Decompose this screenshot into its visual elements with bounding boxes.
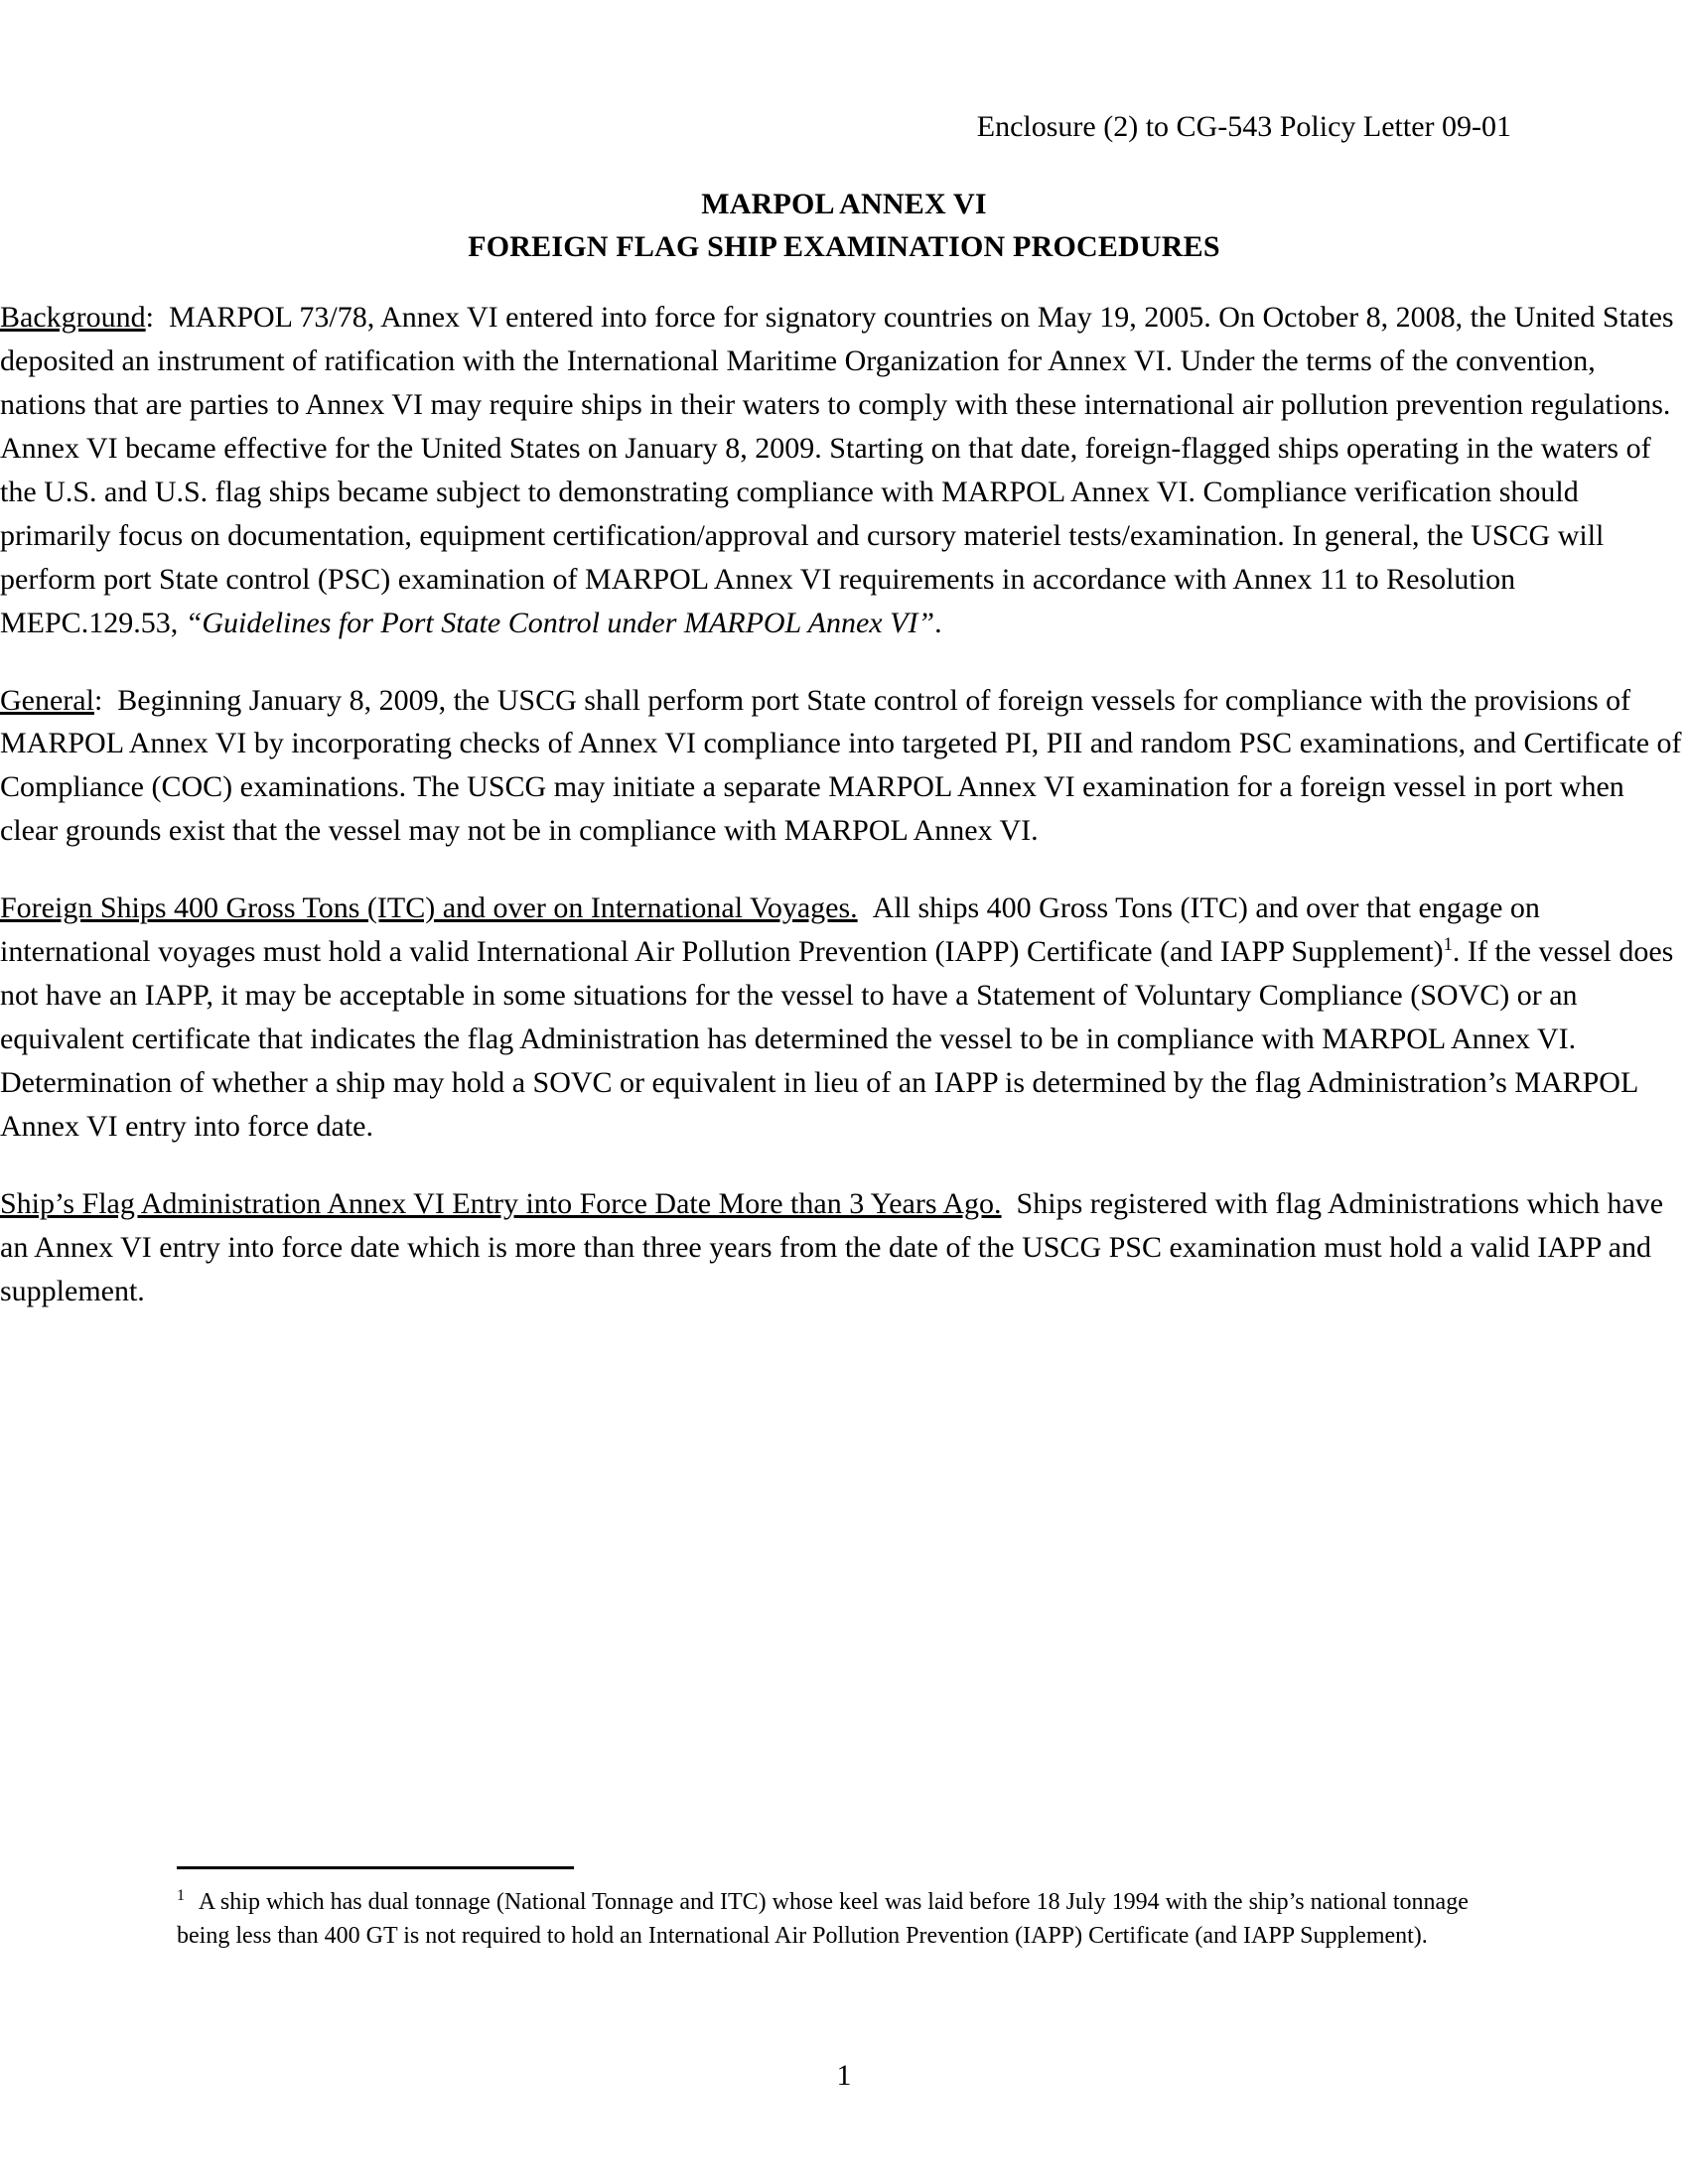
footnote-separator-rule [177,1866,574,1869]
page-number: 1 [836,2059,852,2092]
subsection-i-flag-administration [0,1182,1688,1313]
section-1-heading: Background [0,301,146,334]
subsection-i-heading: Ship’s Flag Administration Annex VI Entry into Force Date More than 3 Years Ago. [0,1186,1002,1220]
section-2-heading-suffix: : [93,683,103,717]
subsection-a-heading: Foreign Ships 400 Gross Tons (ITC) and over on International Voyages. [0,891,858,925]
subsection-a-body-after-ref: . If the vessel does not have an IAPP, it may be acceptable in some situations for the vessel to have a Statement of Voluntary Compliance (SOVC) or an equivalent certificate that indicates the flag Administration has determined the vessel to be in compliance with MARPOL Annex VI. Determination of whether a ship may hold a SOVC or equivalent in lieu of an IAPP is determined by the flag Administration’s MARPOL Annex VI entry into force date. [0,935,1674,1143]
subsection-a-body-before-ref: All ships 400 Gross Tons (ITC) and over that engage on international voyages must hold a valid International Air Pollution Prevention (IAPP) Certificate (and IAPP Supplement) [0,891,1540,969]
footnote-1-marker: 1 [177,1887,185,1904]
section-2-heading: General [0,683,94,717]
title-block [0,184,1688,268]
section-1-background [0,296,1688,645]
section-1-body: MARPOL 73/78, Annex VI entered into force for signatory countries on May 19, 2005. On October 8, 2008, the United States deposited an instrument of ratification with the International Maritime Organization for Annex VI. Under the terms of the convention, nations that are parties to Annex VI may require ships in their waters to comply with these international air pollution prevention regulations. Annex VI became effective for the United States on January 8, 2009. Starting on that date, foreign-flagged ships operating in the waters of the U.S. and U.S. flag ships became subject to demonstrating compliance with MARPOL Annex VI. Compliance verification should primarily focus on documentation, equipment certification/approval and cursory materiel tests/examination. In general, the USCG will perform port State control (PSC) examination of MARPOL Annex VI requirements in accordance with Annex 11 to Resolution MEPC.129.53, [0,301,1674,639]
document-title-line-2: FOREIGN FLAG SHIP EXAMINATION PROCEDURES [468,229,1220,263]
section-1-heading-suffix: : [145,301,154,334]
section-2-body: Beginning January 8, 2009, the USCG shall perform port State control of foreign vessels for compliance with the provisions of MARPOL Annex VI by incorporating checks of Annex VI compliance into targeted PI, PII and random PSC examinations, and Certificate of Compliance (COC) examinations. The USCG may initiate a separate MARPOL Annex VI examination for a foreign vessel in port when clear grounds exist that the vessel may not be in compliance with MARPOL Annex VI. [0,683,1682,848]
subsection-a-foreign-ships [0,887,1688,1149]
footnote-reference-marker: 1 [1443,934,1453,956]
document-header: Enclosure (2) to CG-543 Policy Letter 09-01 [976,110,1511,143]
document-title-line-1: MARPOL ANNEX VI [701,188,987,220]
subsection-i-body: Ships registered with flag Administrations which have an Annex VI entry into force date which is more than three years from the date of the USCG PSC examination must hold a valid IAPP and supplement. [0,1186,1664,1307]
footnote-area [177,1866,1527,1953]
footnote-1-text: A ship which has dual tonnage (National Tonnage and ITC) whose keel was laid before 18 July 1994 with the ship’s national tonnage being less than 400 GT is not required to hold an International Air Pollution Prevention (IAPP) Certificate (and IAPP Supplement). [177,1889,1469,1950]
document-body [0,296,1688,1347]
section-2-general [0,679,1688,854]
footnote-1 [177,1885,1527,1953]
section-1-citation: “Guidelines for Port State Control under MARPOL Annex VI” [185,606,935,639]
section-1-body-tail: . [934,606,942,639]
